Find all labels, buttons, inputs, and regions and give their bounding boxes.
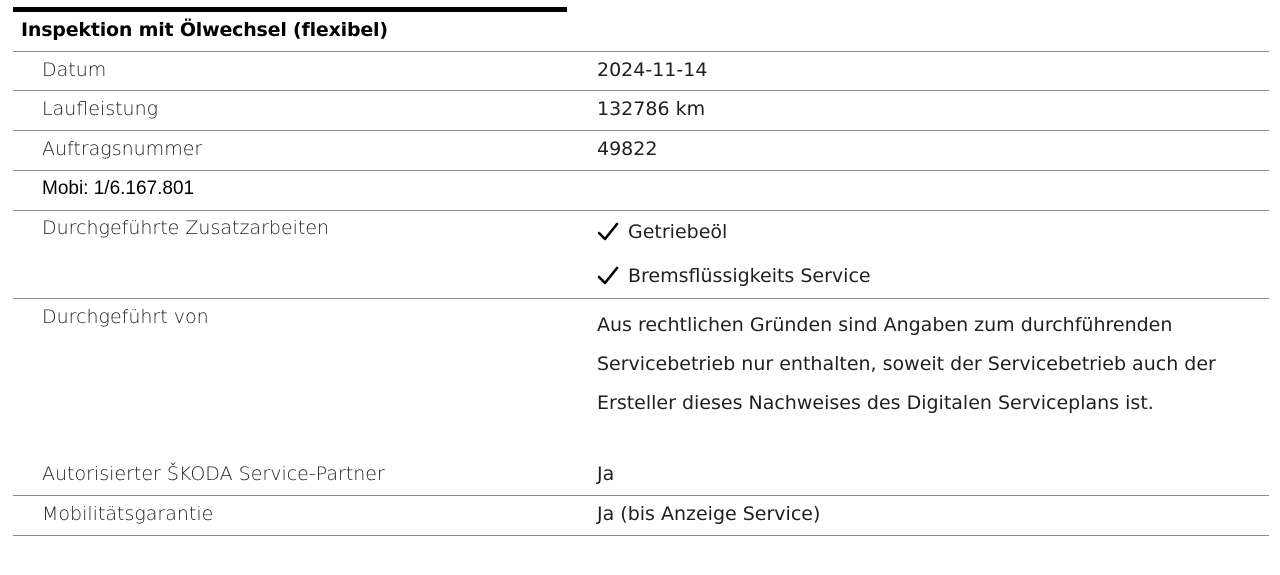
datum-label: Datum [42, 59, 107, 81]
datum-value: 2024-11-14 [597, 59, 708, 81]
checkmark-icon [597, 266, 619, 286]
divider [13, 170, 1269, 171]
divider [13, 51, 1269, 52]
durchgefuehrt-von-text [597, 306, 1257, 423]
divider [13, 298, 1269, 299]
paragraph-line: Aus rechtlichen Gründen sind Angaben zum durchführenden [597, 314, 1173, 336]
paragraph-line: Servicebetrieb nur enthalten, soweit der Servicebetrieb auch der [597, 353, 1216, 375]
paragraph-line: Ersteller dieses Nachweises des Digitalen Serviceplans ist. [597, 392, 1154, 414]
section-title: Inspektion mit Ölwechsel (flexibel) [21, 19, 388, 41]
divider [13, 535, 1269, 536]
mobilitaet-label: Mobilitätsgarantie [42, 503, 214, 525]
auftragsnummer-value: 49822 [597, 138, 658, 160]
zusatzarbeit-text: Bremsflüssigkeits Service [628, 265, 871, 287]
divider [13, 130, 1269, 131]
checkmark-icon [597, 222, 619, 242]
zusatzarbeiten-label: Durchgeführte Zusatzarbeiten [42, 217, 330, 239]
zusatzarbeit-item [597, 265, 871, 287]
laufleistung-value: 132786 km [597, 98, 706, 120]
autorisiert-value: Ja [597, 463, 615, 485]
section-top-bar [13, 7, 567, 12]
divider [13, 210, 1269, 211]
durchgefuehrt-von-label: Durchgeführt von [42, 306, 209, 328]
autorisiert-label: Autorisierter ŠKODA Service-Partner [42, 463, 385, 485]
zusatzarbeit-item [597, 221, 727, 243]
mobilitaet-value: Ja (bis Anzeige Service) [597, 503, 821, 525]
auftragsnummer-label: Auftragsnummer [42, 138, 203, 160]
mobi-number: Mobi: 1/6.167.801 [42, 178, 195, 199]
laufleistung-label: Laufleistung [42, 98, 159, 120]
zusatzarbeit-text: Getriebeöl [628, 221, 728, 243]
divider [13, 495, 1269, 496]
divider [13, 90, 1269, 91]
